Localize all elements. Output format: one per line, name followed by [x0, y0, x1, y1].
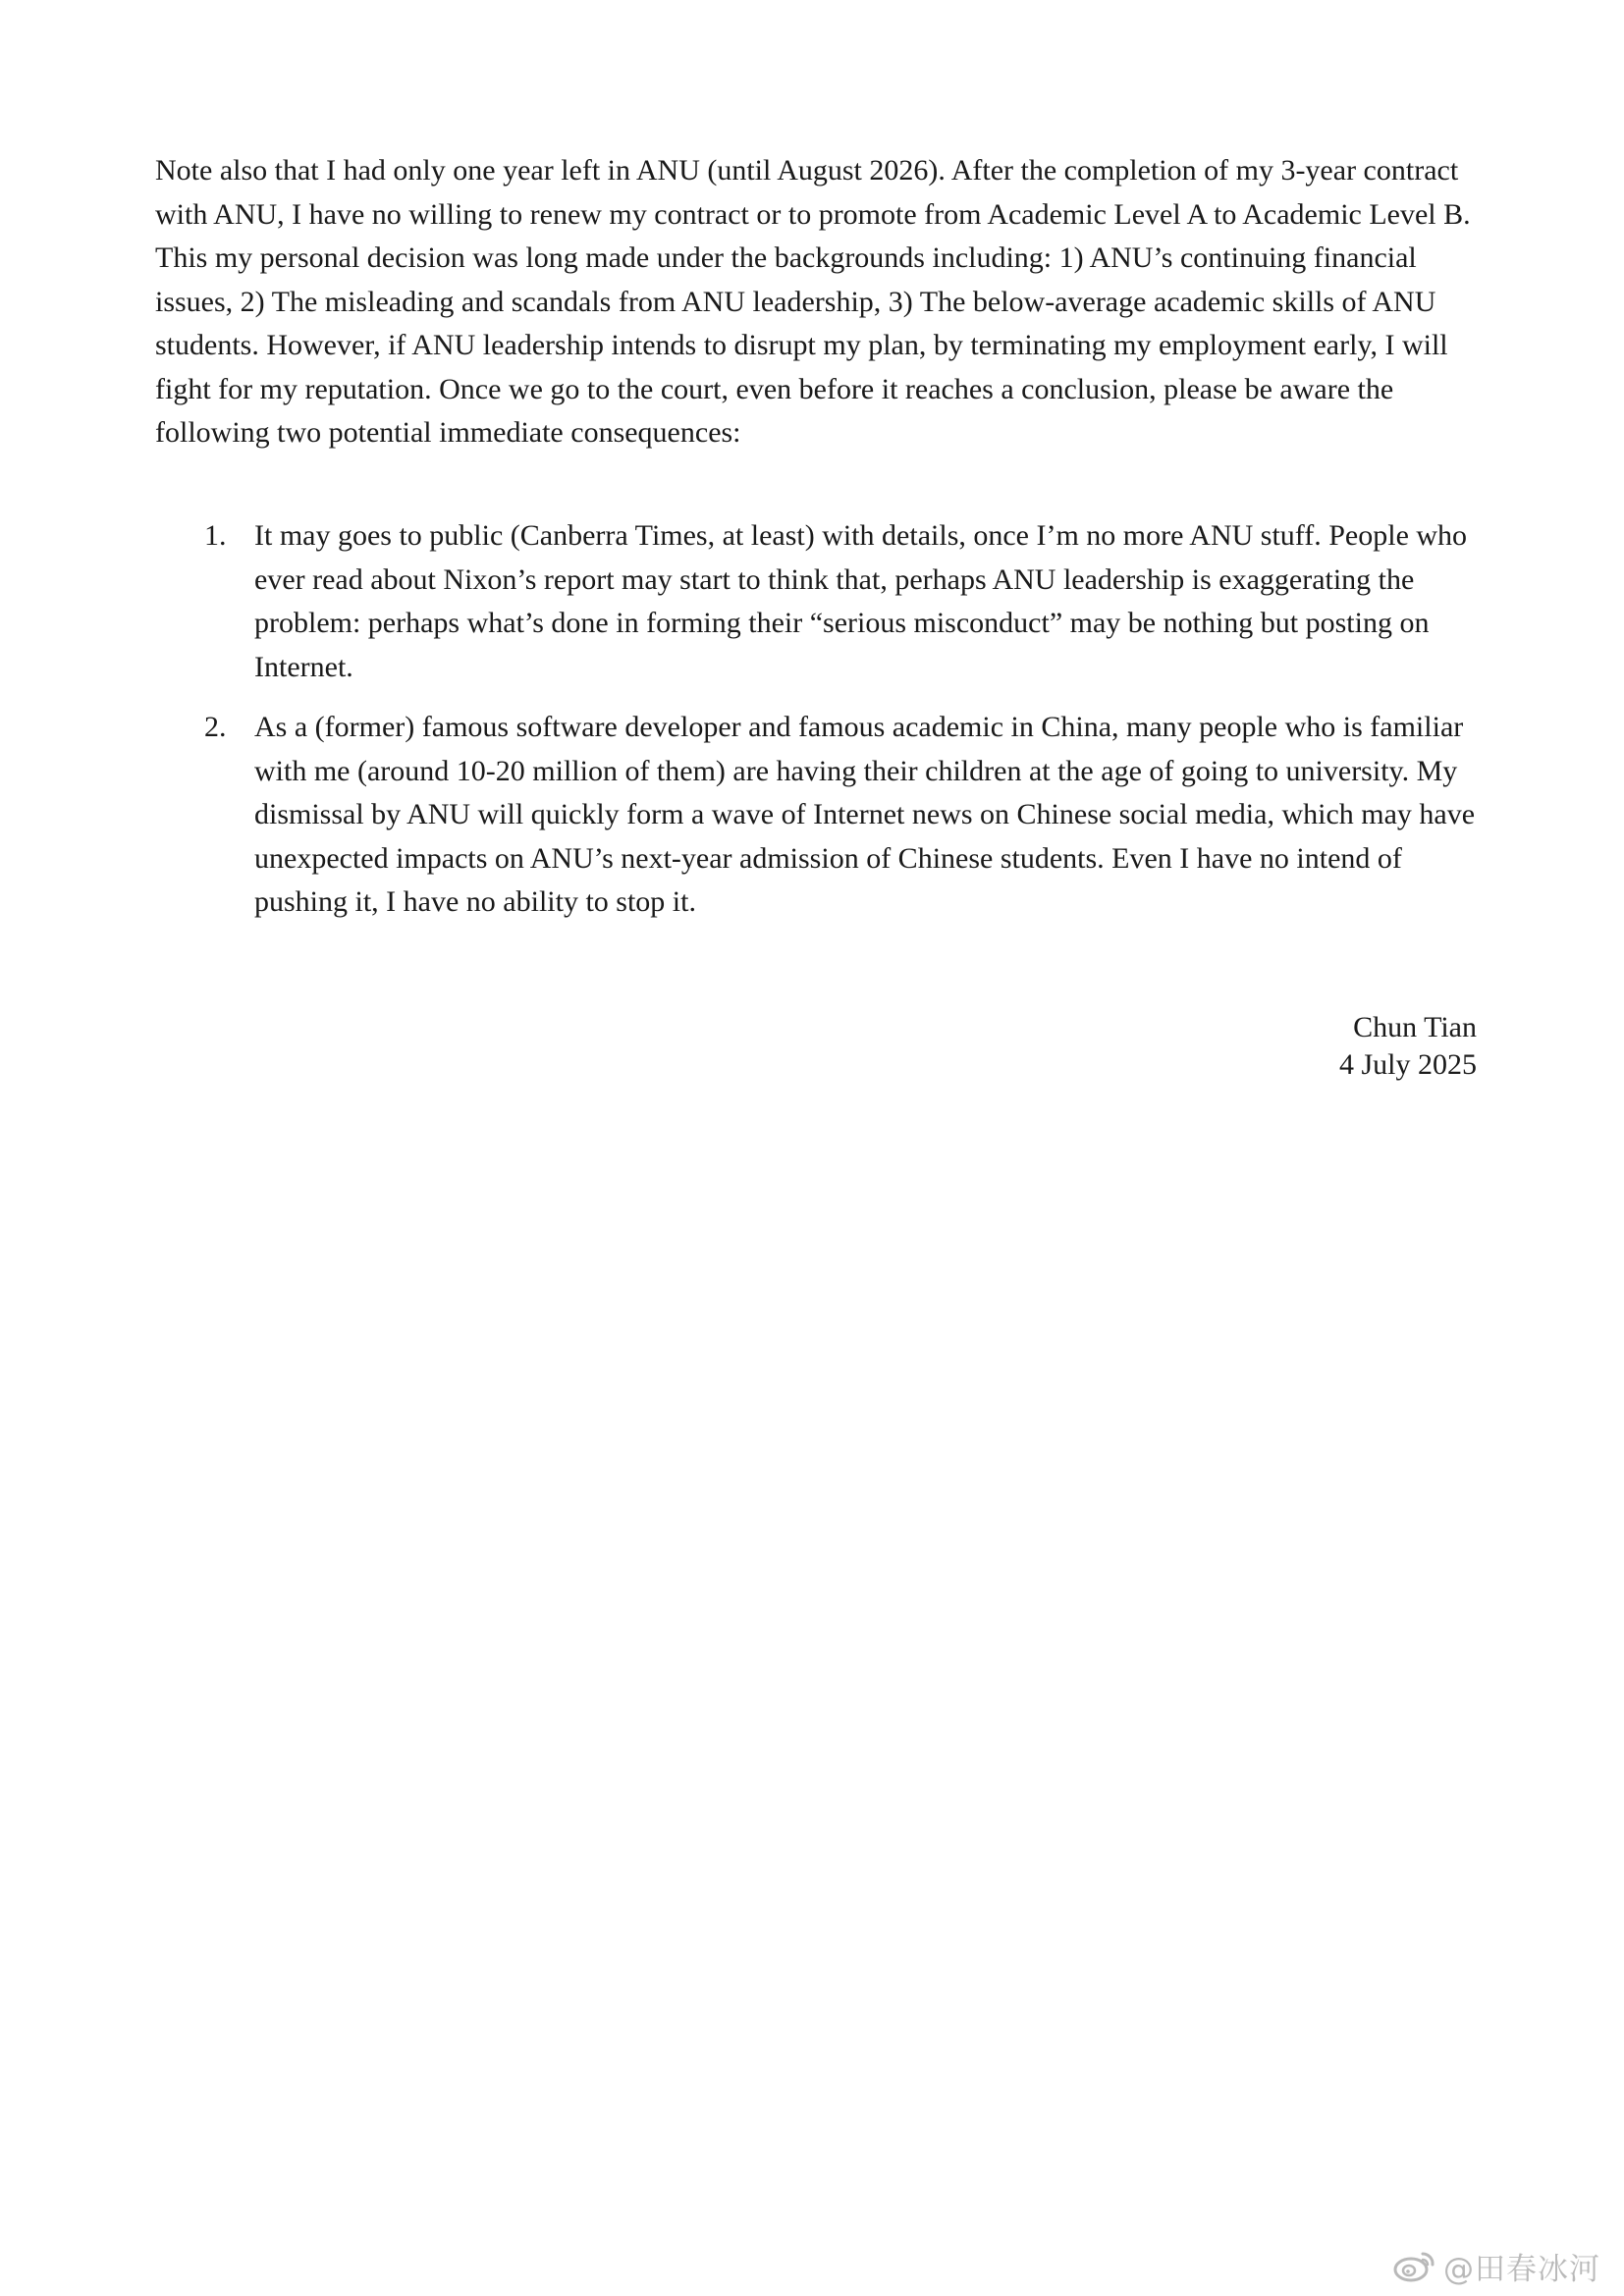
consequence-list	[155, 514, 1481, 941]
watermark-text: @田春冰河	[1443, 2251, 1600, 2287]
signature-date: 4 July 2025	[1338, 1048, 1477, 1081]
list-item-text: It may goes to public (Canberra Times, at least) with details, once I’m no more ANU stuff. People who ever read about Nixon’s report may start to think that, perhaps ANU leadership is exaggerating the problem: perhaps what’s done in forming their “serious misconduct” may be nothing but posting on Internet.	[254, 519, 1468, 683]
list-item-number: 2.	[204, 711, 227, 743]
weibo-icon	[1392, 2248, 1437, 2283]
list-item-number: 1.	[204, 519, 227, 552]
list-item	[155, 706, 1481, 925]
signature-block	[1080, 1009, 1477, 1084]
intro-paragraph: Note also that I had only one year left in ANU (until August 2026). After the completion of my 3-year contract with ANU, I have no willing to renew my contract or to promote from Academic Level A to Academic Level B. This my personal decision was long made under the backgrounds including: 1) ANU’s continuing financial issues, 2) The misleading and scandals from ANU leadership, 3) The below-average academic skills of ANU students. However, if ANU leadership intends to disrupt my plan, by terminating my employment early, I will fight for my reputation. Once we go to the court, even before it reaches a conclusion, please be aware the following two potential immediate consequences:	[155, 154, 1471, 449]
signature-name: Chun Tian	[1353, 1011, 1477, 1043]
weibo-watermark	[1392, 2246, 1600, 2285]
list-item-text: As a (former) famous software developer and famous academic in China, many people who is familiar with me (around 10-20 million of them) are having their children at the age of going to university. My dismissal by ANU will quickly form a wave of Internet news on Chinese social media, which may have unexpected impacts on ANU’s next-year admission of Chinese students. Even I have no intend of pushing it, I have no ability to stop it.	[254, 711, 1476, 918]
list-item	[155, 514, 1481, 689]
